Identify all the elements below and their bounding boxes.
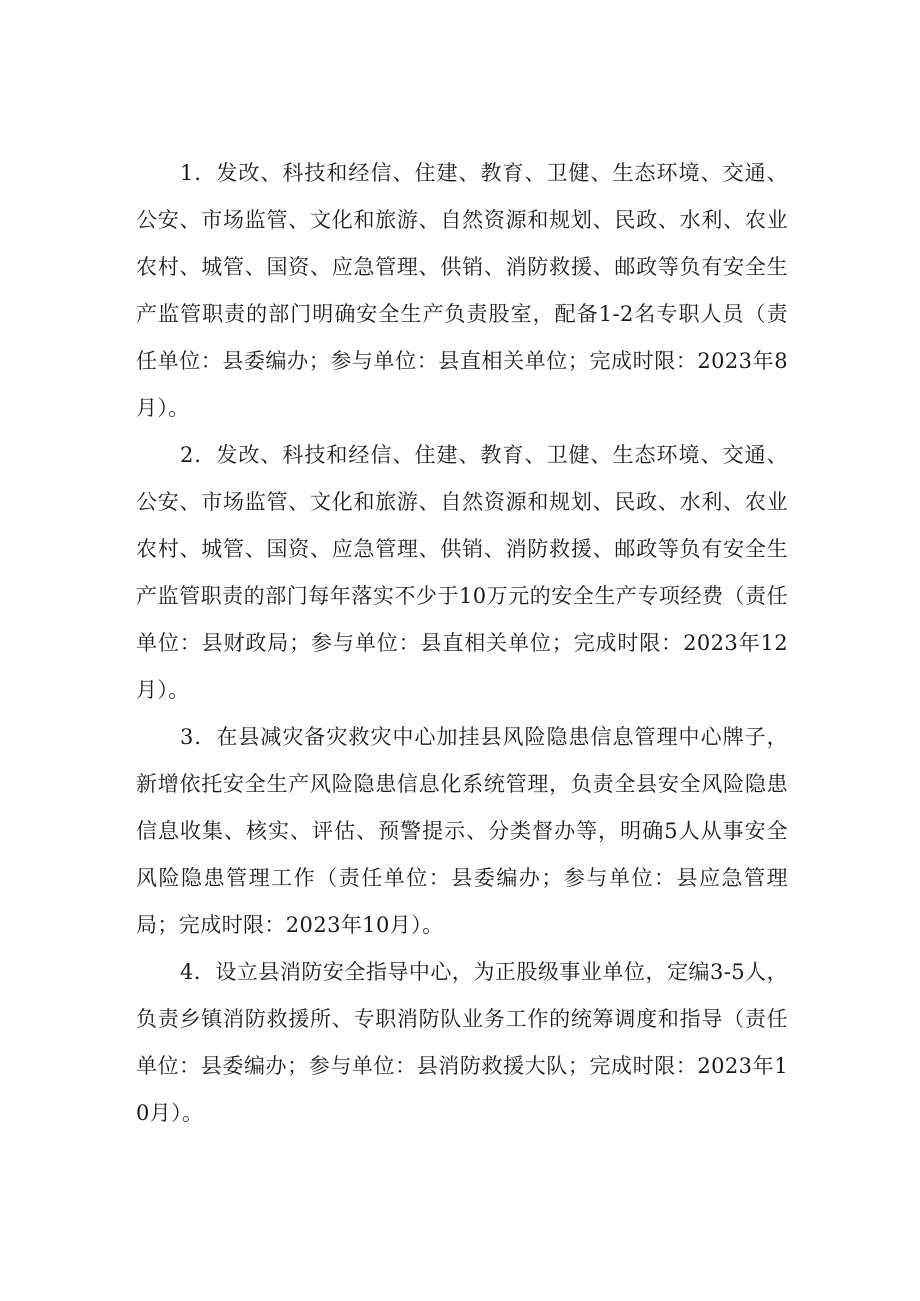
paragraph-1: 1．发改、科技和经信、住建、教育、卫健、生态环境、交通、公安、市场监管、文化和旅游、自然资源和规划、民政、水利、农业农村、城管、国资、应急管理、供销、消防救援、邮政等负有安全生产监管职责的部门明确安全生产负责股室，配备1-2名专职人员（责任单位：县委编办；参与单位：县直相关单位；完成时限：2023年8月）。: [136, 161, 788, 420]
paragraph-4: 4．设立县消防安全指导中心，为正股级事业单位，定编3-5人，负责乡镇消防救援所、专职消防队业务工作的统筹调度和指导（责任单位：县委编办；参与单位：县消防救援大队；完成时限：2023年10月）。: [136, 960, 788, 1125]
document-body: [136, 150, 788, 1137]
paragraph-2: 2．发改、科技和经信、住建、教育、卫健、生态环境、交通、公安、市场监管、文化和旅游、自然资源和规划、民政、水利、农业农村、城管、国资、应急管理、供销、消防救援、邮政等负有安全生产监管职责的部门每年落实不少于10万元的安全生产专项经费（责任单位：县财政局；参与单位：县直相关单位；完成时限：2023年12月）。: [136, 443, 788, 702]
paragraph-3: 3．在县减灾备灾救灾中心加挂县风险隐患信息管理中心牌子，新增依托安全生产风险隐患信息化系统管理，负责全县安全风险隐患信息收集、核实、评估、预警提示、分类督办等，明确5人从事安全风险隐患管理工作（责任单位：县委编办；参与单位：县应急管理局；完成时限：2023年10月）。: [136, 725, 788, 937]
